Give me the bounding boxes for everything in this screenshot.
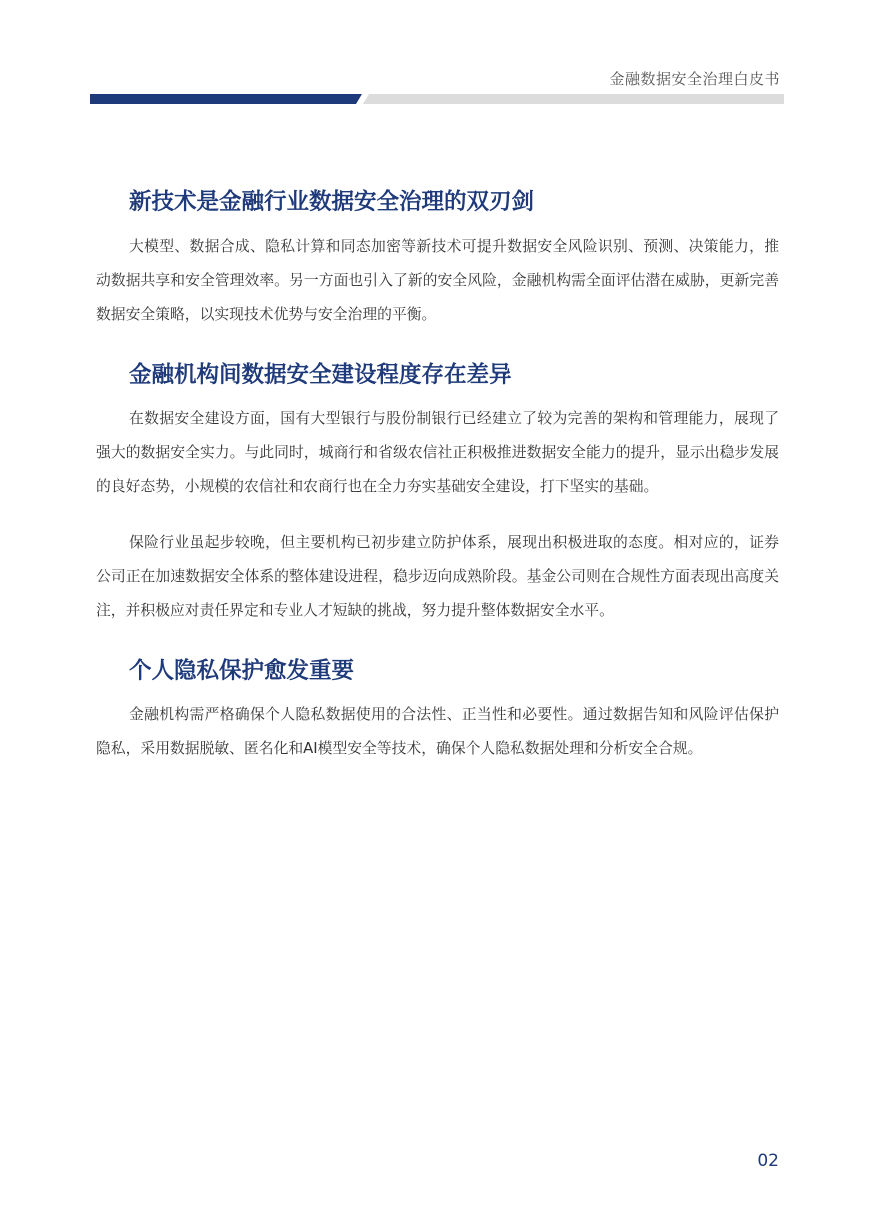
section-privacy-protection [96,653,779,766]
section-paragraph: 保险行业虽起步较晚，但主要机构已初步建立防护体系，展现出积极进取的态度。相对应的，证券公司正在加速数据安全体系的整体建设进程，稳步迈向成熟阶段。基金公司则在合规性方面表现出高度关注，并积极应对责任界定和专业人才短缺的挑战，努力提升整体数据安全水平。 [96,534,779,619]
section-paragraph: 金融机构需严格确保个人隐私数据使用的合法性、正当性和必要性。通过数据告知和风险评估保护隐私，采用数据脱敏、匿名化和AI模型安全等技术，确保个人隐私数据处理和分析安全合规。 [96,706,779,757]
document-title: 金融数据安全治理白皮书 [609,70,780,88]
header-divider-bar [90,94,784,104]
section-paragraph: 在数据安全建设方面，国有大型银行与股份制银行已经建立了较为完善的架构和管理能力，展现了强大的数据安全实力。与此同时，城商行和省级农信社正积极推进数据安全能力的提升，显示出稳步发展的良好态势，小规模的农信社和农商行也在全力夯实基础安全建设，打下坚实的基础。 [96,410,779,495]
section-heading: 新技术是金融行业数据安全治理的双刃剑 [129,189,535,215]
header-bar-gray-segment [363,94,784,104]
section-institution-differences [96,357,779,628]
section-new-technology [96,184,779,332]
main-content [96,184,779,766]
section-heading: 金融机构间数据安全建设程度存在差异 [129,362,512,388]
page-number: 02 [757,1151,779,1171]
header-bar-blue-segment [90,94,362,104]
section-paragraph: 大模型、数据合成、隐私计算和同态加密等新技术可提升数据安全风险识别、预测、决策能力，推动数据共享和安全管理效率。另一方面也引入了新的安全风险，金融机构需全面评估潜在威胁，更新完善数据安全策略，以实现技术优势与安全治理的平衡。 [96,238,779,323]
section-heading: 个人隐私保护愈发重要 [129,658,355,684]
